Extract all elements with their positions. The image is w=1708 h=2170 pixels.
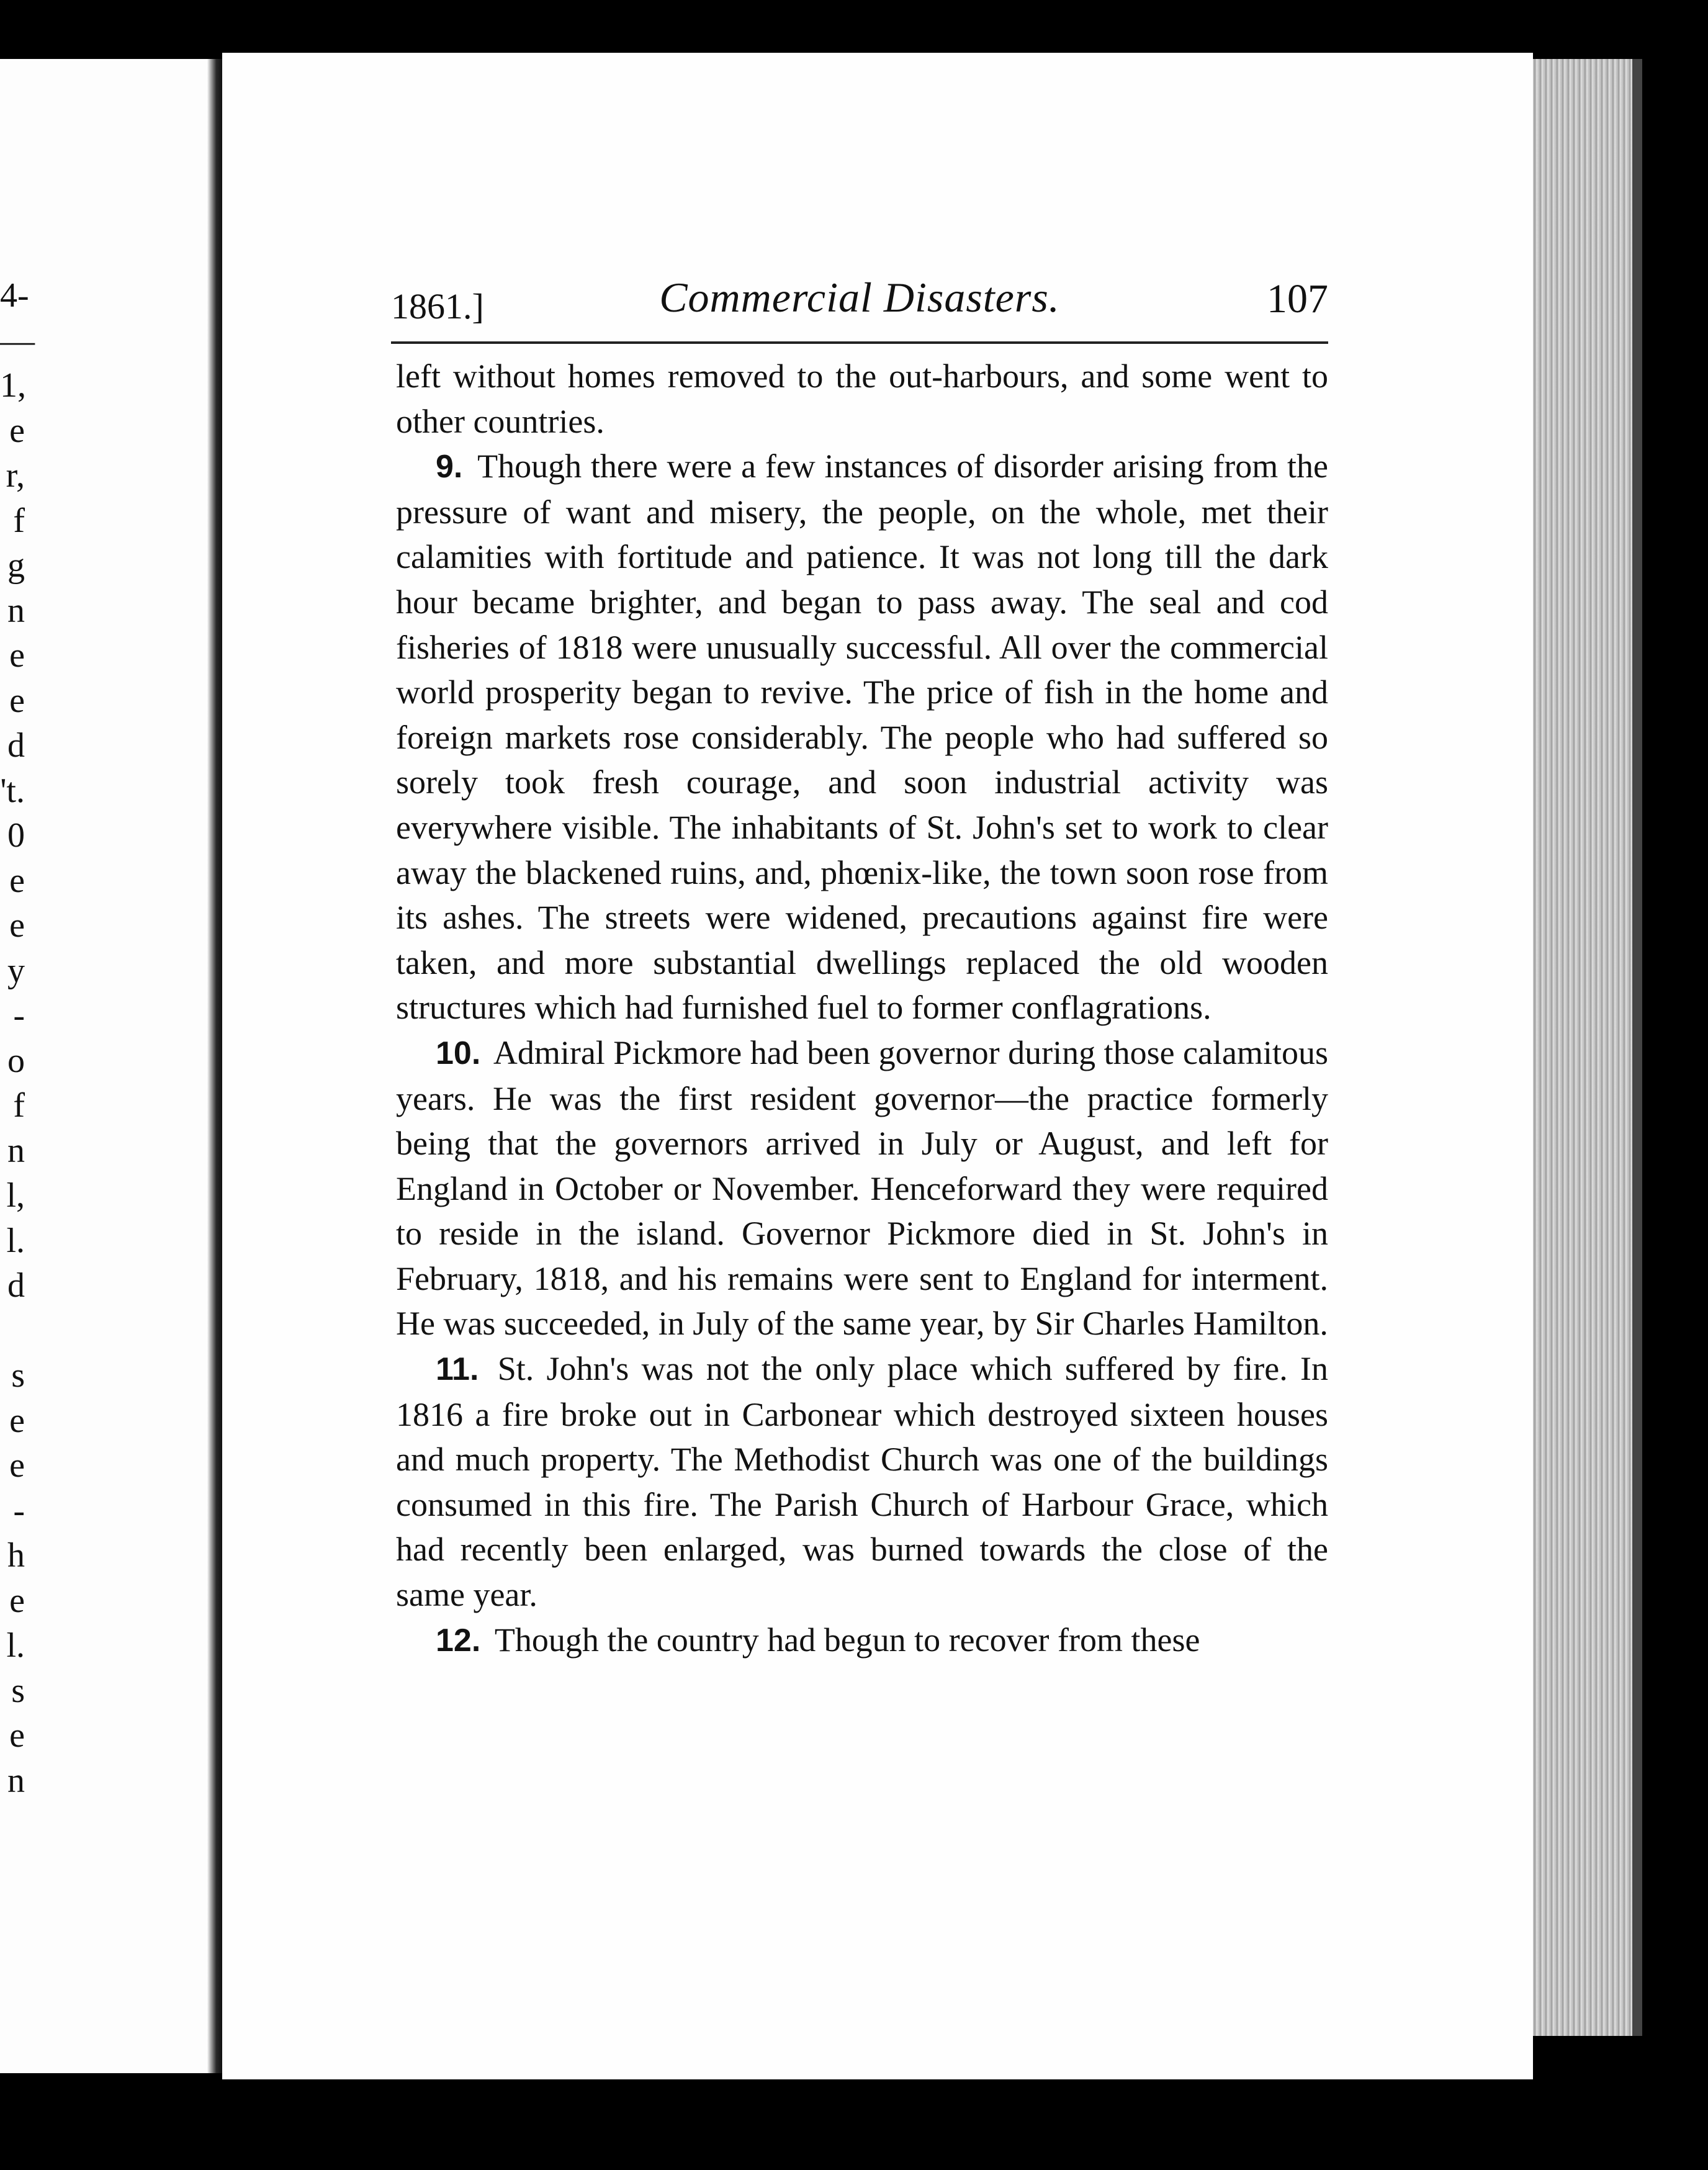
fragment: e [9,1446,25,1485]
paragraph-number: 11. [436,1351,479,1388]
fragment: n [7,1761,25,1800]
fragment: e [9,1716,25,1755]
fragment: y [7,951,25,990]
fragment: - [13,1491,25,1530]
page-edges-shadow [1632,59,1642,2036]
fragment [0,1308,25,1354]
paragraph [396,354,1328,444]
fragment: h [7,1536,25,1575]
running-head-title: Commercial Disasters. [659,274,1060,321]
fragment: n [7,591,25,630]
paragraph [396,1030,1328,1346]
fragment: d [7,1266,25,1305]
fragment: d [7,726,25,765]
fragment: — [0,321,35,360]
fragment: l. [6,1221,25,1260]
fragment: e [9,411,25,450]
paragraph-text: Admiral Pickmore had been governor during those calamitous years. He was the first resident governor—the practice formerly being that the governors arrived in July or August, and left for England in October or November. Henceforward they were required to reside in the island. Governor Pickmore died in St. John's in February, 1818, and his remains were sent to England for interment. He was succeeded, in July of the same year, by Sir Charles Hamilton. [396,1033,1328,1343]
fragment: e [9,1401,25,1440]
fragment: l, [6,1176,25,1215]
fragment: s [11,1356,25,1395]
fragment: o [7,1041,25,1080]
paragraph [396,1618,1328,1664]
fragment: r, [6,456,25,495]
fragment: f [13,1086,25,1125]
paragraph-number: 9. [436,449,463,485]
page-body [396,354,1328,1663]
paragraph-text: St. John's was not the only place which suffered by fire. In 1816 a fire broke out in Carbonear which destroyed sixteen houses and much property. The Methodist Church was one of the buildings consumed in this fire. The Parish Church of Harbour Grace, which had recently been enlarged, was burned towards the close of the same year. [396,1350,1329,1614]
fragment: e [9,906,25,945]
fragment: e [9,681,25,720]
paragraph [396,444,1328,1030]
paragraph-text: Though the country had begun to recover from these [494,1621,1200,1659]
running-head-date: 1861.] [391,286,484,326]
fragment: 't. [0,771,25,810]
paragraph [396,1346,1328,1618]
paragraph-number: 12. [436,1622,481,1659]
fragment: s [11,1671,25,1710]
fragment: n [7,1131,25,1170]
fragment: 0 [7,816,25,855]
page-edges [1533,59,1632,2036]
facing-page-left [0,59,218,2073]
fragment: l. [6,1626,25,1665]
facing-page-text-fragments [0,273,35,1803]
paragraph-text: Though there were a few instances of disorder arising from the pressure of want and misery, the people, on the whole, met their calamities with fortitude and patience. It was not long till the dark hour became brighter, and began to pass away. The seal and cod fisheries of 1818 were unusually successful. All over the commercial world prosperity began to revive. The price of fish in the home and foreign markets rose considerably. The people who had suffered so sorely took fresh courage, and soon industrial activity was everywhere visible. The inhabitants of St. John's set to work to clear away the blackened ruins, and, phœnix-like, the town soon rose from its ashes. The streets were widened, precautions against fire were taken, and more substantial dwellings replaced the old wooden structures which had furnished fuel to former conflagrations. [396,448,1328,1027]
book-gutter [207,59,222,2073]
fragment: f [13,501,25,540]
fragment: - [13,996,25,1035]
fragment: g [7,546,25,585]
fragment: 4- [0,276,29,315]
fragment: 1, [0,366,26,405]
fragment: e [9,636,25,675]
page-number: 107 [1267,276,1328,322]
fragment: e [9,861,25,900]
running-head [391,273,1328,344]
fragment: e [9,1581,25,1620]
paragraph-text: left without homes removed to the out-harbours, and some went to other countries. [396,358,1328,440]
paragraph-number: 10. [436,1035,481,1071]
